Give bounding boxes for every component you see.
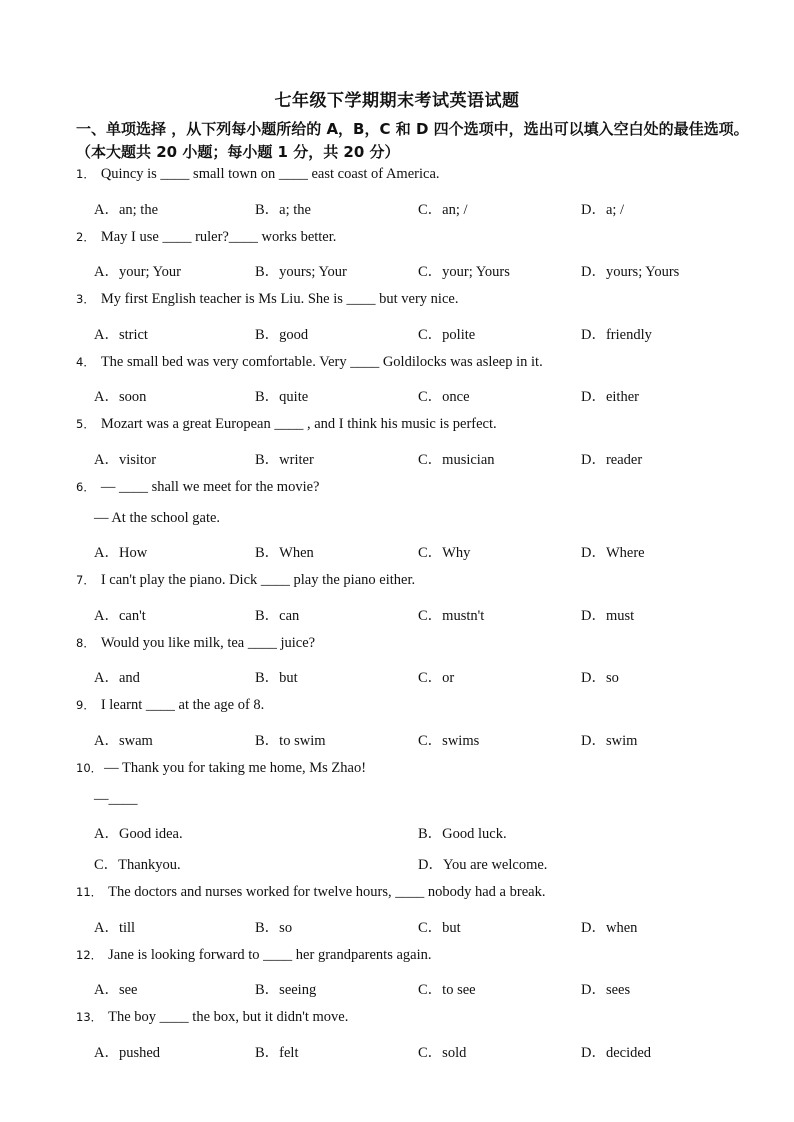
option-d[interactable]: D．when bbox=[581, 920, 638, 936]
options-12 bbox=[94, 978, 734, 998]
option-d[interactable]: D．Where bbox=[581, 545, 645, 561]
question-text: Would you like milk, tea ____ juice? bbox=[100, 635, 316, 651]
option-a[interactable]: A．How bbox=[94, 545, 148, 561]
option-d[interactable]: D．yours; Yours bbox=[581, 264, 680, 280]
options-10-row-1 bbox=[94, 822, 734, 842]
question-number: 7． bbox=[76, 573, 95, 587]
option-b[interactable]: B．quite bbox=[255, 389, 309, 405]
option-c[interactable]: C．but bbox=[418, 920, 461, 936]
options-11 bbox=[94, 916, 734, 936]
option-b[interactable]: B．can bbox=[255, 608, 300, 624]
question-6 bbox=[76, 479, 319, 496]
question-number: 3． bbox=[76, 292, 95, 306]
question-number: 8． bbox=[76, 636, 95, 650]
question-13 bbox=[76, 1009, 348, 1026]
options-6 bbox=[94, 541, 734, 561]
option-c[interactable]: C．an; / bbox=[418, 202, 468, 218]
option-d[interactable]: D．swim bbox=[581, 733, 638, 749]
option-a[interactable]: A．soon bbox=[94, 389, 147, 405]
question-12 bbox=[76, 947, 431, 964]
option-c[interactable]: C．or bbox=[418, 670, 455, 686]
option-c[interactable]: C．mustn't bbox=[418, 608, 485, 624]
option-d[interactable]: D．reader bbox=[581, 452, 643, 468]
option-a[interactable]: A．your; Your bbox=[94, 264, 182, 280]
options-10-row-2 bbox=[94, 853, 734, 873]
question-2 bbox=[76, 229, 336, 246]
option-d[interactable]: D．friendly bbox=[581, 327, 652, 343]
question-number: 12． bbox=[76, 948, 103, 962]
option-c[interactable]: C．Why bbox=[418, 545, 471, 561]
question-text: I learnt ____ at the age of 8. bbox=[100, 697, 265, 713]
option-b[interactable]: B．felt bbox=[255, 1045, 299, 1061]
option-b[interactable]: B．Good luck. bbox=[418, 826, 507, 842]
question-5 bbox=[76, 416, 497, 433]
question-text: May I use ____ ruler?____ works better. bbox=[100, 229, 337, 245]
question-4 bbox=[76, 354, 543, 371]
question-number: 1． bbox=[76, 167, 95, 181]
option-b[interactable]: B．to swim bbox=[255, 733, 326, 749]
option-c[interactable]: C．your; Yours bbox=[418, 264, 510, 280]
dialogue-reply: — At the school gate. bbox=[94, 510, 221, 526]
question-number: 2． bbox=[76, 230, 95, 244]
option-c[interactable]: C．musician bbox=[418, 452, 495, 468]
options-4 bbox=[94, 385, 734, 405]
option-a[interactable]: A．till bbox=[94, 920, 136, 936]
option-d[interactable]: D．You are welcome. bbox=[418, 857, 548, 873]
question-text: Jane is looking forward to ____ her grandparents again. bbox=[108, 947, 432, 963]
question-3 bbox=[76, 291, 458, 308]
question-number: 10． bbox=[76, 761, 103, 775]
question-number: 6． bbox=[76, 480, 95, 494]
option-c[interactable]: C．Thankyou. bbox=[94, 857, 181, 873]
question-text: Quincy is ____ small town on ____ east coast of America. bbox=[100, 166, 440, 182]
question-7 bbox=[76, 572, 415, 589]
question-number: 11． bbox=[76, 885, 103, 899]
option-a[interactable]: A．pushed bbox=[94, 1045, 161, 1061]
question-text: Mozart was a great European ____ , and I think his music is perfect. bbox=[100, 416, 497, 432]
question-10 bbox=[76, 760, 366, 777]
options-13 bbox=[94, 1041, 734, 1061]
question-number: 4． bbox=[76, 355, 95, 369]
option-d[interactable]: D．either bbox=[581, 389, 639, 405]
section-heading: 一、单项选择 ，从下列每小题所给的 A，B，C 和 D 四个选项中，选出可以填入空白处的最佳选项。 （本大题共 20 小题；每小题 1 分，共 20 分） bbox=[76, 120, 749, 161]
option-c[interactable]: C．sold bbox=[418, 1045, 467, 1061]
option-c[interactable]: C．to see bbox=[418, 982, 476, 998]
option-b[interactable]: B．yours; Your bbox=[255, 264, 347, 280]
question-text: My first English teacher is Ms Liu. She is ____ but very nice. bbox=[100, 291, 459, 307]
options-9 bbox=[94, 729, 734, 749]
option-b[interactable]: B．When bbox=[255, 545, 314, 561]
option-a[interactable]: A．and bbox=[94, 670, 140, 686]
option-a[interactable]: A．Good idea. bbox=[94, 826, 183, 842]
option-a[interactable]: A．can't bbox=[94, 608, 146, 624]
option-a[interactable]: A．an; the bbox=[94, 202, 159, 218]
dialogue-reply: —____ bbox=[94, 791, 138, 807]
options-2 bbox=[94, 260, 734, 280]
option-b[interactable]: B．writer bbox=[255, 452, 314, 468]
option-d[interactable]: D．decided bbox=[581, 1045, 652, 1061]
page-title: 七年级下学期期末考试英语试题 bbox=[274, 91, 520, 111]
question-number: 5． bbox=[76, 417, 95, 431]
options-5 bbox=[94, 448, 734, 468]
question-1 bbox=[76, 166, 440, 183]
option-a[interactable]: A．visitor bbox=[94, 452, 157, 468]
question-11 bbox=[76, 884, 545, 901]
option-b[interactable]: B．but bbox=[255, 670, 298, 686]
option-b[interactable]: B．so bbox=[255, 920, 293, 936]
question-text: — ____ shall we meet for the movie? bbox=[100, 479, 320, 495]
option-a[interactable]: A．swam bbox=[94, 733, 153, 749]
option-a[interactable]: A．see bbox=[94, 982, 138, 998]
option-c[interactable]: C．once bbox=[418, 389, 470, 405]
options-1 bbox=[94, 198, 734, 218]
question-text: The small bed was very comfortable. Very ____ Goldilocks was asleep in it. bbox=[100, 354, 543, 370]
option-d[interactable]: D．must bbox=[581, 608, 635, 624]
option-a[interactable]: A．strict bbox=[94, 327, 148, 343]
option-b[interactable]: B．seeing bbox=[255, 982, 317, 998]
option-d[interactable]: D．a; / bbox=[581, 202, 625, 218]
option-b[interactable]: B．a; the bbox=[255, 202, 311, 218]
question-text: I can't play the piano. Dick ____ play the piano either. bbox=[100, 572, 416, 588]
options-7 bbox=[94, 604, 734, 624]
options-3 bbox=[94, 323, 734, 343]
question-text: The boy ____ the box, but it didn't move. bbox=[108, 1009, 349, 1025]
option-c[interactable]: C．swims bbox=[418, 733, 480, 749]
question-text: The doctors and nurses worked for twelve hours, ____ nobody had a break. bbox=[108, 884, 546, 900]
option-d[interactable]: D．sees bbox=[581, 982, 631, 998]
option-c[interactable]: C．polite bbox=[418, 327, 476, 343]
option-d[interactable]: D．so bbox=[581, 670, 619, 686]
option-b[interactable]: B．good bbox=[255, 327, 309, 343]
question-text: — Thank you for taking me home, Ms Zhao! bbox=[104, 760, 367, 776]
question-8 bbox=[76, 635, 315, 652]
question-number: 13． bbox=[76, 1010, 103, 1024]
question-9 bbox=[76, 697, 264, 714]
question-number: 9． bbox=[76, 698, 95, 712]
options-8 bbox=[94, 666, 734, 686]
